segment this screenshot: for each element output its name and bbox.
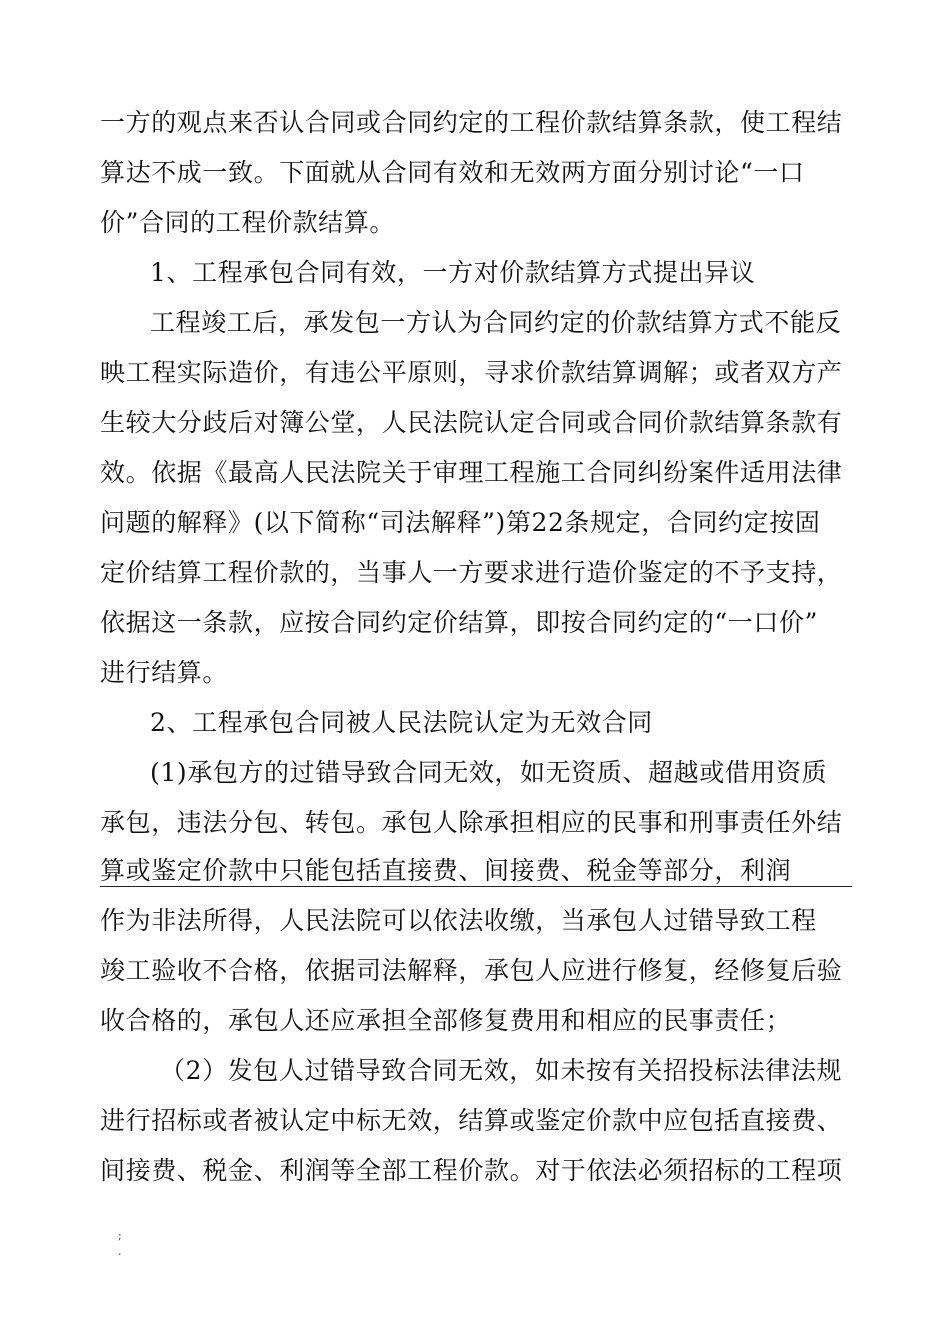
text-line: 价”合同的工程价款结算。 bbox=[100, 208, 395, 237]
text-line: 生较大分歧后对簿公堂，人民法院认定合同或合同价款结算条款有 bbox=[100, 408, 843, 437]
text-line: 进行招标或者被认定中标无效，结算或鉴定价款中应包括直接费、 bbox=[100, 1106, 843, 1135]
text-line: 依据这一条款，应按合同约定价结算，即按合同约定的“一口价” bbox=[100, 608, 818, 637]
text-line: 收合格的，承包人还应承担全部修复费用和相应的民事责任； bbox=[100, 1006, 792, 1035]
text-line: 间接费、税金、利润等全部工程价款。对于依法必须招标的工程项 bbox=[100, 1156, 843, 1185]
text-line: 效。依据《最高人民法院关于审理工程施工合同纠纷案件适用法律 bbox=[100, 458, 843, 487]
text-line: 算达不成一致。下面就从合同有效和无效两方面分别讨论“一口 bbox=[100, 158, 805, 187]
text-line: (1)承包方的过错导致合同无效，如无资质、超越或借用资质 bbox=[150, 758, 828, 787]
text-line: 问题的解释》(以下简称“司法解释”)第22条规定，合同约定按固 bbox=[100, 508, 821, 537]
text-line: （2）发包人过错导致合同无效，如未按有关招投标法律法规 bbox=[160, 1056, 843, 1085]
text-line: 映工程实际造价，有违公平原则，寻求价款结算调解；或者双方产 bbox=[100, 358, 843, 387]
horizontal-rule bbox=[100, 886, 852, 887]
text-line: 作为非法所得，人民法院可以依法收缴，当承包人过错导致工程 bbox=[100, 906, 817, 935]
section-heading-2: 2、工程承包合同被人民法院认定为无效合同 bbox=[150, 708, 653, 737]
footer-mark: . bbox=[118, 1245, 122, 1258]
text-line: 竣工验收不合格，依据司法解释，承包人应进行修复，经修复后验 bbox=[100, 956, 843, 985]
text-line: 承包，违法分包、转包。承包人除承担相应的民事和刑事责任外结 bbox=[100, 808, 843, 837]
text-line: 算或鉴定价款中只能包括直接费、间接费、税金等部分，利润 bbox=[100, 856, 792, 885]
text-line: 一方的观点来否认合同或合同约定的工程价款结算条款，使工程结 bbox=[100, 108, 843, 137]
text-line: 定价结算工程价款的，当事人一方要求进行造价鉴定的不予支持， bbox=[100, 558, 843, 587]
section-heading-1: 1、工程承包合同有效，一方对价款结算方式提出异议 bbox=[150, 258, 756, 287]
text-line: 进行结算。 bbox=[100, 658, 229, 687]
footer-mark: ; bbox=[118, 1229, 122, 1242]
text-line: 工程竣工后，承发包一方认为合同约定的价款结算方式不能反 bbox=[150, 308, 842, 337]
